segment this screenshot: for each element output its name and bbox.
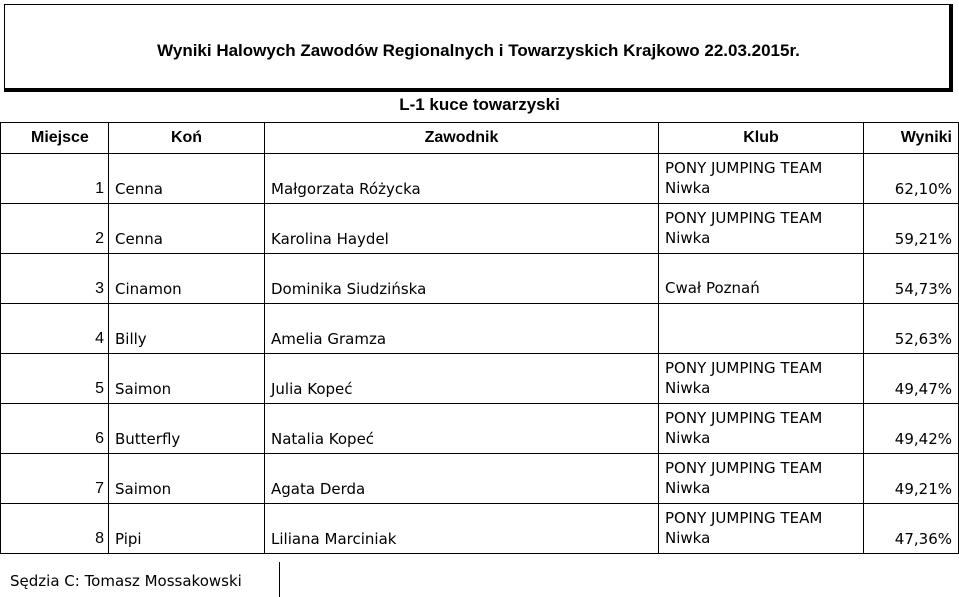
- table-header-row: [1, 123, 959, 154]
- place-cell: 3: [1, 254, 109, 304]
- rider-cell: Agata Derda: [265, 454, 659, 504]
- rider-cell: Karolina Haydel: [265, 204, 659, 254]
- results-table: [0, 122, 959, 554]
- score-cell: 59,21%: [864, 204, 959, 254]
- column-header-score: Wyniki: [864, 123, 959, 154]
- table-row: [1, 454, 959, 504]
- horse-cell: Butterfly: [109, 404, 265, 454]
- club-cell: [659, 304, 864, 354]
- table-row: [1, 404, 959, 454]
- club-location-line: Niwka: [665, 479, 711, 497]
- club-location-line: Niwka: [665, 379, 711, 397]
- club-cell: [659, 204, 864, 254]
- column-header-place: Miejsce: [1, 123, 109, 154]
- rider-cell: Natalia Kopeć: [265, 404, 659, 454]
- table-row: [1, 504, 959, 554]
- club-cell: [659, 454, 864, 504]
- place-cell: 5: [1, 354, 109, 404]
- rider-cell: Amelia Gramza: [265, 304, 659, 354]
- club-name-line: PONY JUMPING TEAM: [665, 159, 823, 177]
- score-cell: 62,10%: [864, 154, 959, 204]
- club-name-line: PONY JUMPING TEAM: [665, 509, 823, 527]
- score-cell: 47,36%: [864, 504, 959, 554]
- rider-cell: Liliana Marciniak: [265, 504, 659, 554]
- table-row: [1, 204, 959, 254]
- place-cell: 8: [1, 504, 109, 554]
- club-name-line: PONY JUMPING TEAM: [665, 359, 823, 377]
- place-cell: 4: [1, 304, 109, 354]
- club-name-line: PONY JUMPING TEAM: [665, 409, 823, 427]
- club-cell: [659, 504, 864, 554]
- title-box: [4, 4, 953, 92]
- column-header-horse: Koń: [109, 123, 265, 154]
- rider-cell: Julia Kopeć: [265, 354, 659, 404]
- score-cell: 54,73%: [864, 254, 959, 304]
- score-cell: 49,21%: [864, 454, 959, 504]
- club-cell: [659, 404, 864, 454]
- column-header-rider: Zawodnik: [265, 123, 659, 154]
- place-cell: 1: [1, 154, 109, 204]
- horse-cell: Saimon: [109, 354, 265, 404]
- place-cell: 2: [1, 204, 109, 254]
- score-cell: 49,47%: [864, 354, 959, 404]
- rider-cell: Dominika Siudzińska: [265, 254, 659, 304]
- horse-cell: Billy: [109, 304, 265, 354]
- club-cell: [659, 354, 864, 404]
- club-cell: [659, 154, 864, 204]
- place-cell: 7: [1, 454, 109, 504]
- score-cell: 49,42%: [864, 404, 959, 454]
- score-cell: 52,63%: [864, 304, 959, 354]
- club-name-line: PONY JUMPING TEAM: [665, 459, 823, 477]
- column-header-club: Klub: [659, 123, 864, 154]
- table-row: [1, 254, 959, 304]
- horse-cell: Cenna: [109, 204, 265, 254]
- club-location-line: Niwka: [665, 529, 711, 547]
- rider-cell: Małgorzata Różycka: [265, 154, 659, 204]
- place-cell: 6: [1, 404, 109, 454]
- club-cell: [659, 254, 864, 304]
- club-location-line: Niwka: [665, 229, 711, 247]
- page-title: Wyniki Halowych Zawodów Regionalnych i Towarzyskich Krajkowo 22.03.2015r.: [157, 41, 800, 60]
- horse-cell: Cinamon: [109, 254, 265, 304]
- table-row: [1, 304, 959, 354]
- horse-cell: Pipi: [109, 504, 265, 554]
- horse-cell: Saimon: [109, 454, 265, 504]
- club-location-line: Niwka: [665, 429, 711, 447]
- judge-name: Sędzia C: Tomasz Mossakowski: [10, 572, 242, 590]
- club-name-line: PONY JUMPING TEAM: [665, 209, 823, 227]
- table-row: [1, 154, 959, 204]
- table-row: [1, 354, 959, 404]
- club-location-line: Cwał Poznań: [665, 279, 760, 297]
- class-subtitle: L-1 kuce towarzyski: [399, 95, 560, 114]
- horse-cell: Cenna: [109, 154, 265, 204]
- club-location-line: Niwka: [665, 179, 711, 197]
